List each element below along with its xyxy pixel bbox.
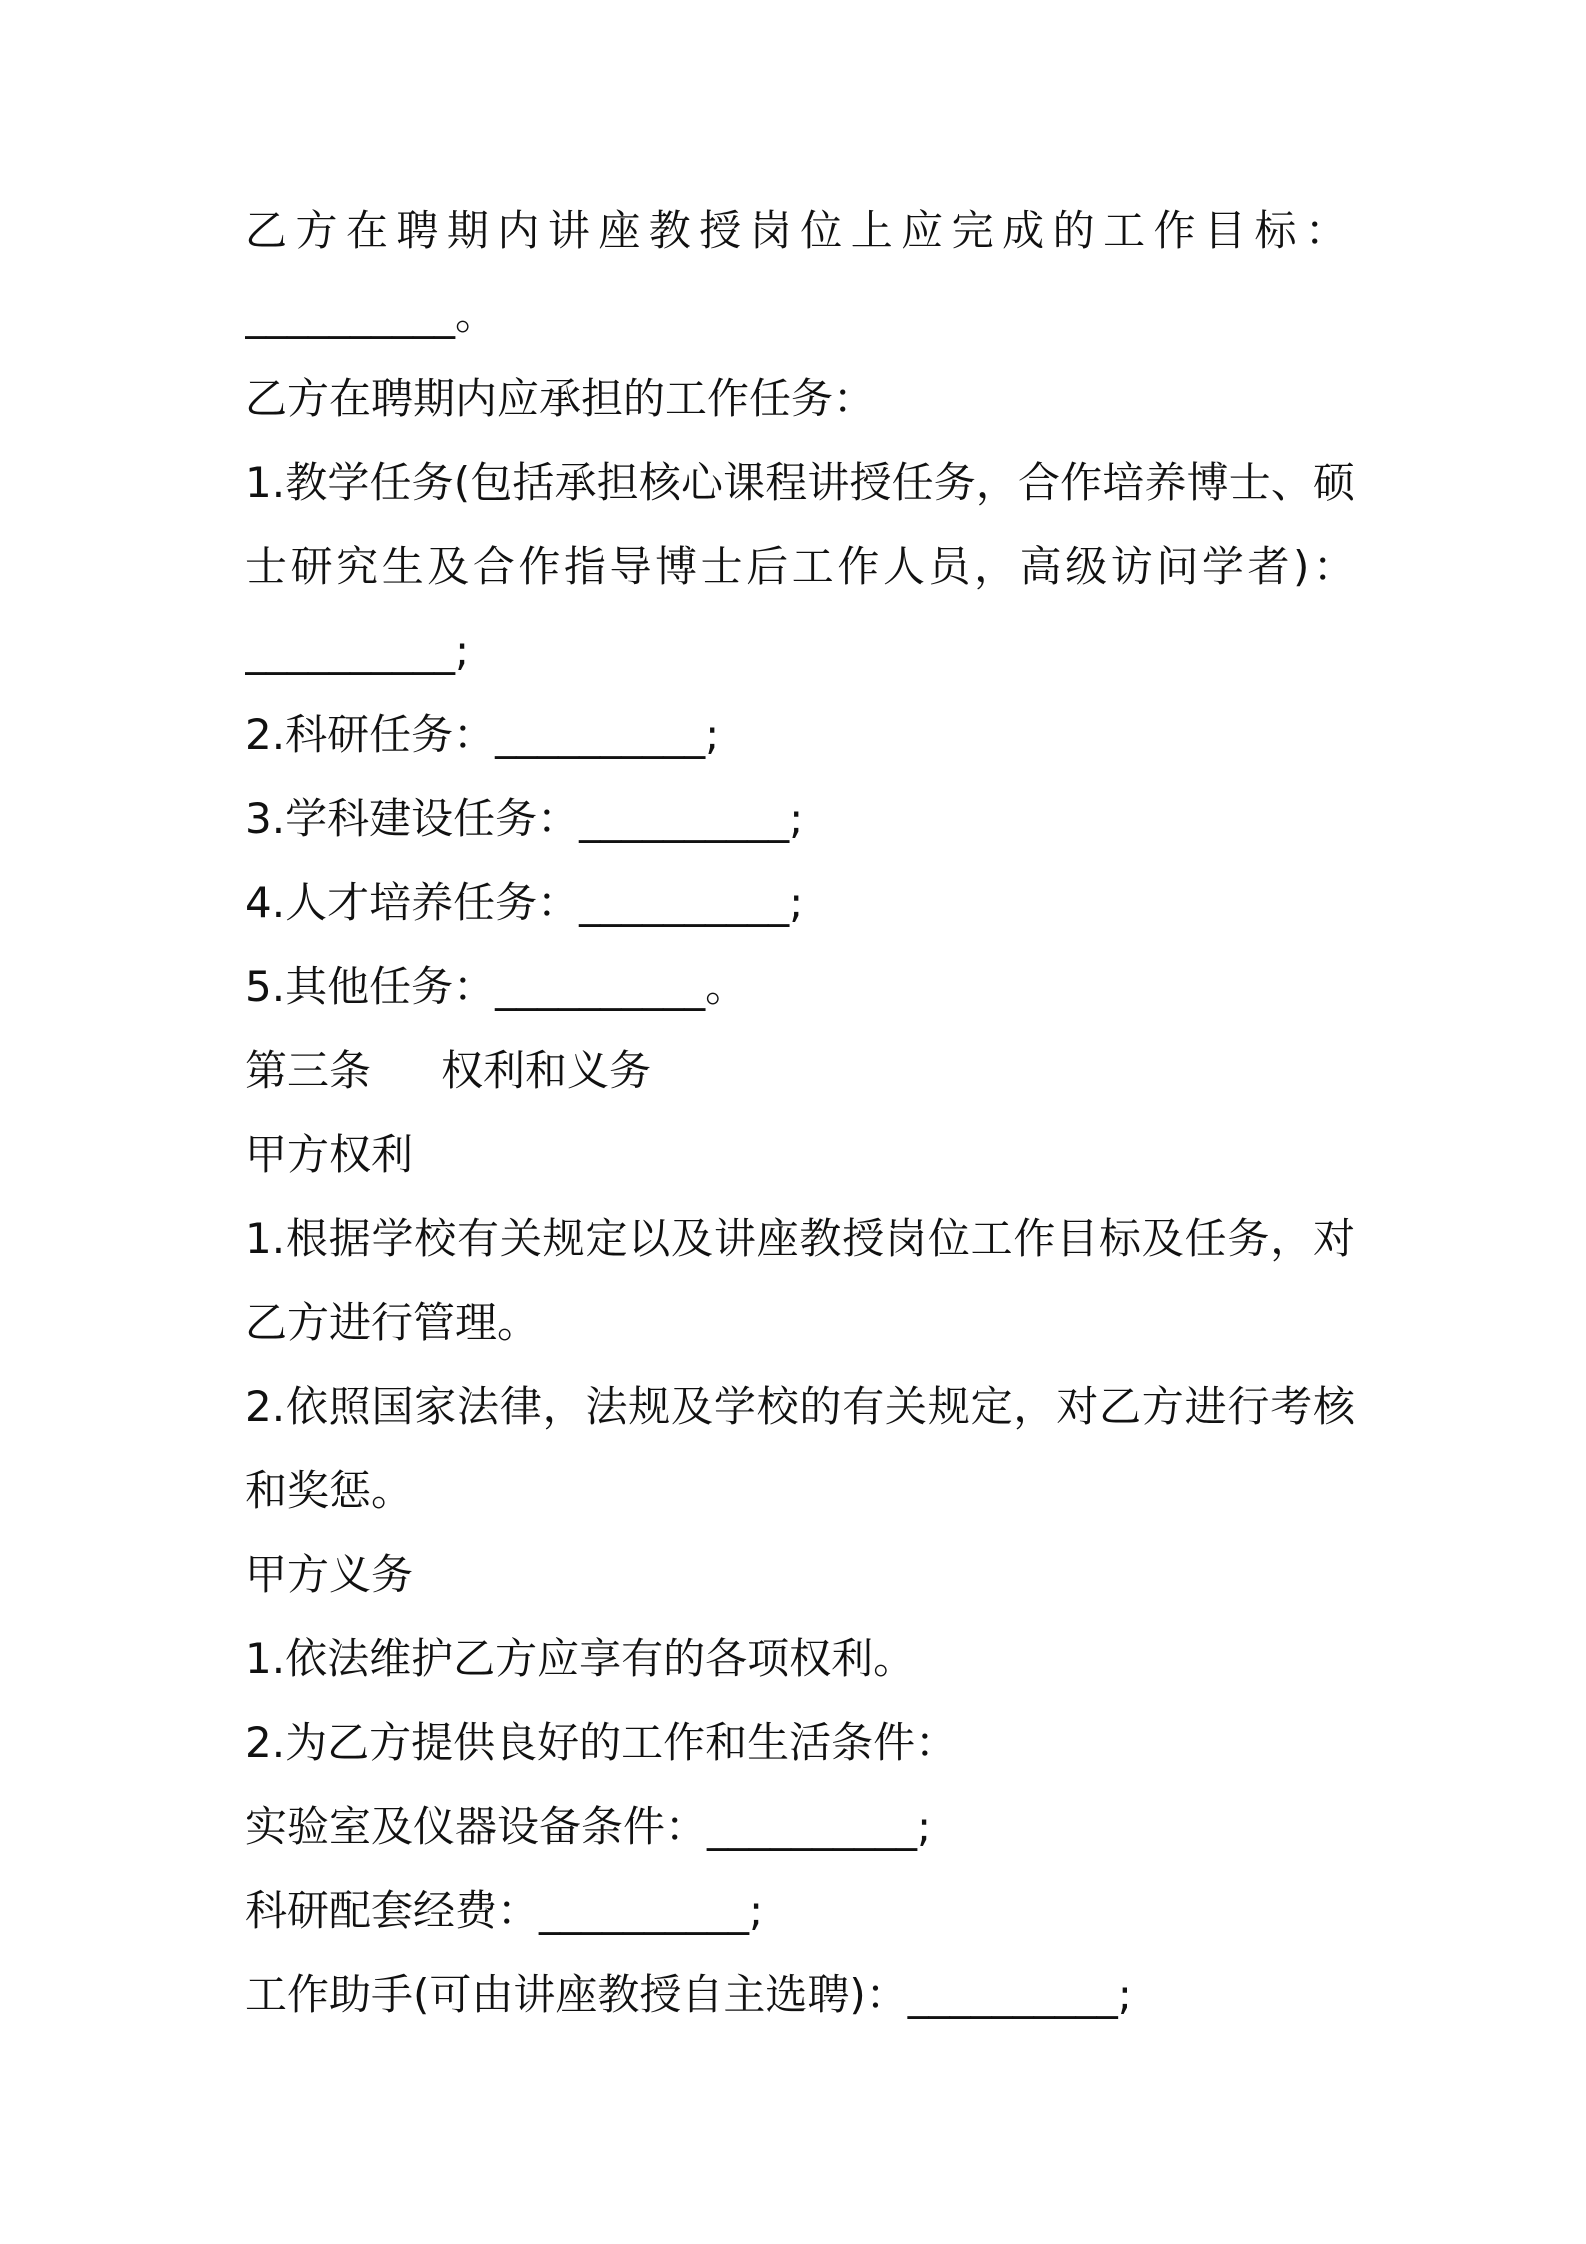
document-line: 实验室及仪器设备条件：__________; — [245, 1802, 932, 1851]
section-number: 第三条 — [245, 1046, 372, 1095]
section-heading — [245, 1029, 1355, 1113]
document-line: 4.人才培养任务：__________; — [245, 878, 804, 927]
document-line: 士研究生及合作指导博士后工作人员，高级访问学者)： — [245, 542, 1355, 591]
document-line: 2.依照国家法律，法规及学校的有关规定，对乙方进行考核 — [245, 1382, 1355, 1431]
document-line: 1.根据学校有关规定以及讲座教授岗位工作目标及任务，对 — [245, 1214, 1355, 1263]
document-line: 2.科研任务：__________; — [245, 710, 720, 759]
subheading: 甲方权利 — [245, 1130, 414, 1179]
document-line: 1.教学任务(包括承担核心课程讲授任务，合作培养博士、硕 — [245, 458, 1355, 507]
document-page — [245, 189, 1355, 2037]
document-line: 5.其他任务：__________。 — [245, 962, 748, 1011]
document-line: __________; — [245, 626, 470, 675]
document-line: 3.学科建设任务：__________; — [245, 794, 804, 843]
document-line: 乙方进行管理。 — [245, 1298, 540, 1347]
subheading: 甲方义务 — [245, 1550, 414, 1599]
document-line: 1.依法维护乙方应享有的各项权利。 — [245, 1634, 916, 1683]
document-line: 科研配套经费：__________; — [245, 1886, 764, 1935]
document-line: 乙方在聘期内讲座教授岗位上应完成的工作目标： — [245, 206, 1355, 255]
document-line: 工作助手(可由讲座教授自主选聘)：__________; — [245, 1970, 1132, 2019]
document-line: 2.为乙方提供良好的工作和生活条件： — [245, 1718, 958, 1767]
section-title: 权利和义务 — [441, 1046, 652, 1095]
document-line: 乙方在聘期内应承担的工作任务： — [245, 374, 876, 423]
document-line: 和奖惩。 — [245, 1466, 414, 1515]
document-line: __________。 — [245, 290, 498, 339]
